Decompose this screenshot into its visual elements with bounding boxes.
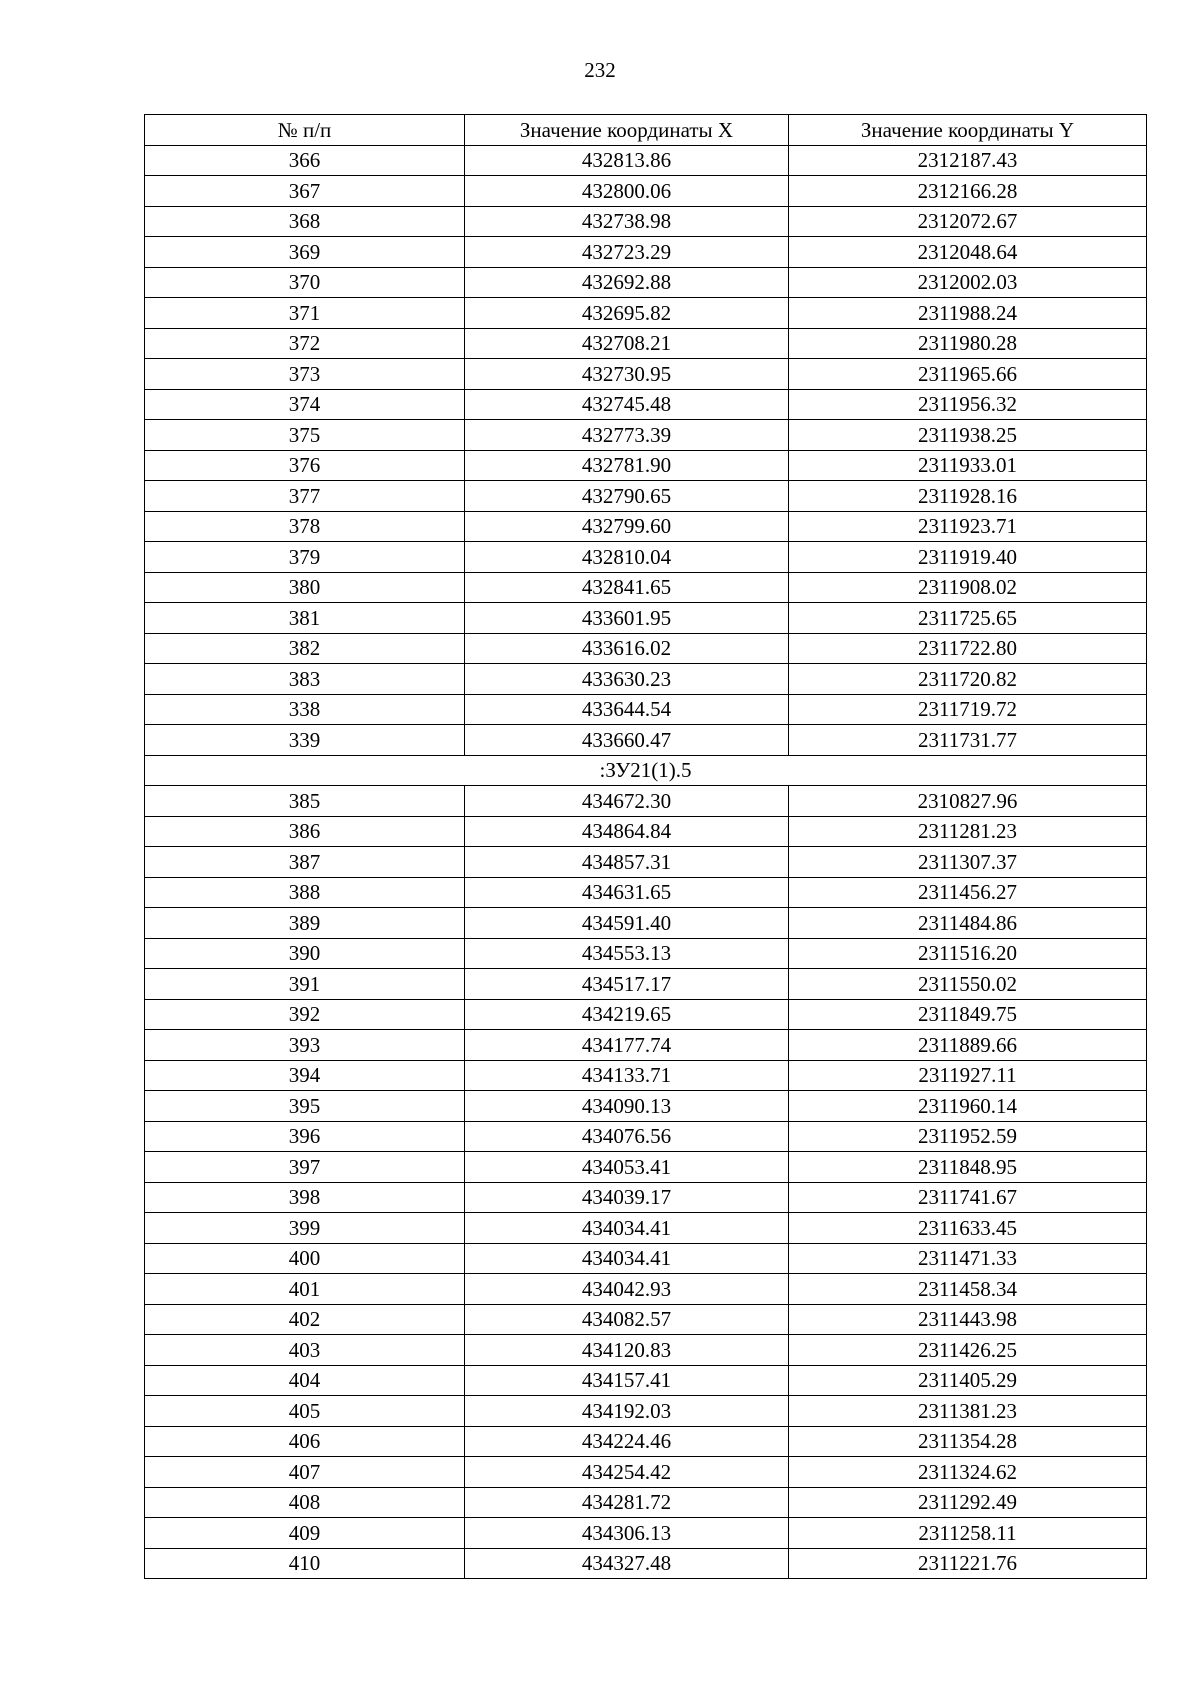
table-row (145, 938, 1147, 969)
table-row (145, 1030, 1147, 1061)
cell-coordinate-x: 433616.02 (465, 633, 789, 664)
cell-coordinate-x: 434631.65 (465, 877, 789, 908)
cell-point-number: 379 (145, 542, 465, 573)
cell-coordinate-y: 2311965.66 (789, 359, 1147, 390)
table-row (145, 1335, 1147, 1366)
cell-point-number: 371 (145, 298, 465, 329)
cell-coordinate-y: 2311720.82 (789, 664, 1147, 695)
table-row (145, 359, 1147, 390)
table-row (145, 206, 1147, 237)
cell-point-number: 370 (145, 267, 465, 298)
cell-coordinate-y: 2312072.67 (789, 206, 1147, 237)
cell-point-number: 391 (145, 969, 465, 1000)
cell-coordinate-y: 2311281.23 (789, 816, 1147, 847)
cell-point-number: 402 (145, 1304, 465, 1335)
table-row (145, 603, 1147, 634)
cell-point-number: 400 (145, 1243, 465, 1274)
cell-point-number: 396 (145, 1121, 465, 1152)
cell-coordinate-y: 2311938.25 (789, 420, 1147, 451)
cell-coordinate-x: 432692.88 (465, 267, 789, 298)
cell-coordinate-x: 432781.90 (465, 450, 789, 481)
cell-coordinate-y: 2311908.02 (789, 572, 1147, 603)
cell-coordinate-y: 2311633.45 (789, 1213, 1147, 1244)
table-row (145, 328, 1147, 359)
cell-point-number: 373 (145, 359, 465, 390)
cell-coordinate-y: 2311405.29 (789, 1365, 1147, 1396)
cell-coordinate-y: 2311458.34 (789, 1274, 1147, 1305)
cell-point-number: 369 (145, 237, 465, 268)
cell-point-number: 378 (145, 511, 465, 542)
cell-coordinate-x: 434857.31 (465, 847, 789, 878)
cell-coordinate-x: 434553.13 (465, 938, 789, 969)
cell-coordinate-y: 2311988.24 (789, 298, 1147, 329)
cell-coordinate-x: 432730.95 (465, 359, 789, 390)
cell-point-number: 405 (145, 1396, 465, 1427)
cell-point-number: 392 (145, 999, 465, 1030)
cell-coordinate-x: 434034.41 (465, 1243, 789, 1274)
cell-coordinate-y: 2311980.28 (789, 328, 1147, 359)
cell-coordinate-x: 432800.06 (465, 176, 789, 207)
cell-point-number: 410 (145, 1548, 465, 1579)
table-row (145, 633, 1147, 664)
cell-coordinate-x: 434327.48 (465, 1548, 789, 1579)
cell-coordinate-x: 434591.40 (465, 908, 789, 939)
cell-coordinate-x: 434120.83 (465, 1335, 789, 1366)
cell-coordinate-y: 2311848.95 (789, 1152, 1147, 1183)
cell-coordinate-y: 2311550.02 (789, 969, 1147, 1000)
cell-point-number: 376 (145, 450, 465, 481)
cell-coordinate-x: 433601.95 (465, 603, 789, 634)
cell-coordinate-y: 2311927.11 (789, 1060, 1147, 1091)
cell-coordinate-x: 432841.65 (465, 572, 789, 603)
cell-coordinate-y: 2311923.71 (789, 511, 1147, 542)
table-row (145, 572, 1147, 603)
table-row (145, 694, 1147, 725)
cell-coordinate-y: 2311324.62 (789, 1457, 1147, 1488)
cell-point-number: 395 (145, 1091, 465, 1122)
cell-point-number: 380 (145, 572, 465, 603)
header-coordinate-x: Значение координаты X (465, 115, 789, 146)
table-row (145, 1548, 1147, 1579)
cell-coordinate-y: 2311719.72 (789, 694, 1147, 725)
cell-coordinate-y: 2311725.65 (789, 603, 1147, 634)
cell-coordinate-y: 2311426.25 (789, 1335, 1147, 1366)
cell-point-number: 403 (145, 1335, 465, 1366)
table-row (145, 420, 1147, 451)
table-row (145, 969, 1147, 1000)
cell-coordinate-x: 434254.42 (465, 1457, 789, 1488)
table-row (145, 877, 1147, 908)
cell-point-number: 382 (145, 633, 465, 664)
cell-coordinate-y: 2311722.80 (789, 633, 1147, 664)
cell-point-number: 394 (145, 1060, 465, 1091)
cell-point-number: 389 (145, 908, 465, 939)
table-row (145, 1152, 1147, 1183)
cell-coordinate-y: 2311354.28 (789, 1426, 1147, 1457)
cell-coordinate-y: 2312187.43 (789, 145, 1147, 176)
cell-coordinate-x: 432738.98 (465, 206, 789, 237)
cell-point-number: 408 (145, 1487, 465, 1518)
table-row (145, 908, 1147, 939)
table-row (145, 237, 1147, 268)
cell-coordinate-x: 432810.04 (465, 542, 789, 573)
table-row (145, 1091, 1147, 1122)
table-row (145, 847, 1147, 878)
table-row (145, 450, 1147, 481)
cell-coordinate-y: 2311956.32 (789, 389, 1147, 420)
cell-coordinate-x: 434192.03 (465, 1396, 789, 1427)
cell-coordinate-y: 2311221.76 (789, 1548, 1147, 1579)
table-row (145, 511, 1147, 542)
cell-point-number: 390 (145, 938, 465, 969)
cell-point-number: 404 (145, 1365, 465, 1396)
cell-point-number: 385 (145, 786, 465, 817)
table-row (145, 1518, 1147, 1549)
cell-coordinate-y: 2311258.11 (789, 1518, 1147, 1549)
cell-coordinate-y: 2311731.77 (789, 725, 1147, 756)
cell-coordinate-x: 432695.82 (465, 298, 789, 329)
table-row (145, 1121, 1147, 1152)
page-number: 232 (584, 58, 616, 82)
header-row (145, 115, 1147, 146)
cell-coordinate-x: 434053.41 (465, 1152, 789, 1183)
cell-point-number: 374 (145, 389, 465, 420)
cell-coordinate-x: 434177.74 (465, 1030, 789, 1061)
cell-point-number: 407 (145, 1457, 465, 1488)
table-row (145, 1060, 1147, 1091)
cell-coordinate-x: 434133.71 (465, 1060, 789, 1091)
cell-point-number: 367 (145, 176, 465, 207)
cell-point-number: 399 (145, 1213, 465, 1244)
cell-point-number: 381 (145, 603, 465, 634)
cell-coordinate-x: 434224.46 (465, 1426, 789, 1457)
table-row (145, 786, 1147, 817)
cell-point-number: 375 (145, 420, 465, 451)
cell-point-number: 386 (145, 816, 465, 847)
table-row (145, 481, 1147, 512)
table-row (145, 1396, 1147, 1427)
cell-coordinate-y: 2310827.96 (789, 786, 1147, 817)
cell-point-number: 366 (145, 145, 465, 176)
table-row (145, 816, 1147, 847)
cell-coordinate-y: 2311849.75 (789, 999, 1147, 1030)
cell-coordinate-x: 432790.65 (465, 481, 789, 512)
table-row (145, 1365, 1147, 1396)
cell-coordinate-y: 2311456.27 (789, 877, 1147, 908)
cell-coordinate-y: 2312048.64 (789, 237, 1147, 268)
table-row (145, 1182, 1147, 1213)
cell-coordinate-x: 432799.60 (465, 511, 789, 542)
table-row (145, 1304, 1147, 1335)
table-row (145, 389, 1147, 420)
cell-coordinate-y: 2311889.66 (789, 1030, 1147, 1061)
cell-coordinate-x: 434039.17 (465, 1182, 789, 1213)
cell-coordinate-x: 433630.23 (465, 664, 789, 695)
table-row (145, 1487, 1147, 1518)
table-row (145, 1274, 1147, 1305)
cell-coordinate-y: 2311952.59 (789, 1121, 1147, 1152)
table-row (145, 1243, 1147, 1274)
cell-coordinate-x: 434672.30 (465, 786, 789, 817)
cell-coordinate-y: 2312002.03 (789, 267, 1147, 298)
cell-point-number: 377 (145, 481, 465, 512)
cell-point-number: 387 (145, 847, 465, 878)
table-row (145, 1426, 1147, 1457)
header-point-number: № п/п (145, 115, 465, 146)
table-row (145, 298, 1147, 329)
cell-coordinate-x: 432745.48 (465, 389, 789, 420)
cell-coordinate-y: 2311471.33 (789, 1243, 1147, 1274)
table-row (145, 725, 1147, 756)
table-row (145, 1457, 1147, 1488)
cell-point-number: 406 (145, 1426, 465, 1457)
cell-coordinate-x: 434034.41 (465, 1213, 789, 1244)
table-row (145, 999, 1147, 1030)
cell-coordinate-y: 2311443.98 (789, 1304, 1147, 1335)
cell-coordinate-x: 434042.93 (465, 1274, 789, 1305)
table-row (145, 664, 1147, 695)
cell-coordinate-y: 2311516.20 (789, 938, 1147, 969)
cell-coordinate-x: 433644.54 (465, 694, 789, 725)
cell-coordinate-x: 434281.72 (465, 1487, 789, 1518)
cell-coordinate-x: 433660.47 (465, 725, 789, 756)
cell-coordinate-y: 2311307.37 (789, 847, 1147, 878)
section-title: :ЗУ21(1).5 (145, 755, 1147, 786)
cell-coordinate-x: 434306.13 (465, 1518, 789, 1549)
cell-point-number: 398 (145, 1182, 465, 1213)
header-coordinate-y: Значение координаты Y (789, 115, 1147, 146)
cell-coordinate-x: 432813.86 (465, 145, 789, 176)
cell-coordinate-y: 2311741.67 (789, 1182, 1147, 1213)
cell-coordinate-y: 2311381.23 (789, 1396, 1147, 1427)
cell-point-number: 401 (145, 1274, 465, 1305)
cell-coordinate-y: 2311933.01 (789, 450, 1147, 481)
cell-coordinate-y: 2311292.49 (789, 1487, 1147, 1518)
cell-coordinate-y: 2311928.16 (789, 481, 1147, 512)
cell-coordinate-y: 2312166.28 (789, 176, 1147, 207)
cell-coordinate-y: 2311960.14 (789, 1091, 1147, 1122)
table-row (145, 267, 1147, 298)
cell-point-number: 368 (145, 206, 465, 237)
cell-coordinate-x: 432708.21 (465, 328, 789, 359)
cell-point-number: 383 (145, 664, 465, 695)
cell-point-number: 339 (145, 725, 465, 756)
table-body (145, 145, 1147, 1579)
cell-point-number: 409 (145, 1518, 465, 1549)
cell-point-number: 397 (145, 1152, 465, 1183)
cell-coordinate-x: 434517.17 (465, 969, 789, 1000)
cell-coordinate-y: 2311484.86 (789, 908, 1147, 939)
cell-point-number: 338 (145, 694, 465, 725)
cell-coordinate-x: 434090.13 (465, 1091, 789, 1122)
cell-coordinate-x: 434864.84 (465, 816, 789, 847)
cell-coordinate-x: 432773.39 (465, 420, 789, 451)
cell-point-number: 393 (145, 1030, 465, 1061)
cell-point-number: 372 (145, 328, 465, 359)
section-row (145, 755, 1147, 786)
cell-coordinate-x: 434082.57 (465, 1304, 789, 1335)
cell-coordinate-x: 432723.29 (465, 237, 789, 268)
coordinates-table (144, 114, 1147, 1579)
table-row (145, 176, 1147, 207)
cell-coordinate-x: 434157.41 (465, 1365, 789, 1396)
table-header (145, 115, 1147, 146)
cell-point-number: 388 (145, 877, 465, 908)
table-row (145, 1213, 1147, 1244)
table-row (145, 145, 1147, 176)
table-row (145, 542, 1147, 573)
cell-coordinate-y: 2311919.40 (789, 542, 1147, 573)
cell-coordinate-x: 434219.65 (465, 999, 789, 1030)
cell-coordinate-x: 434076.56 (465, 1121, 789, 1152)
